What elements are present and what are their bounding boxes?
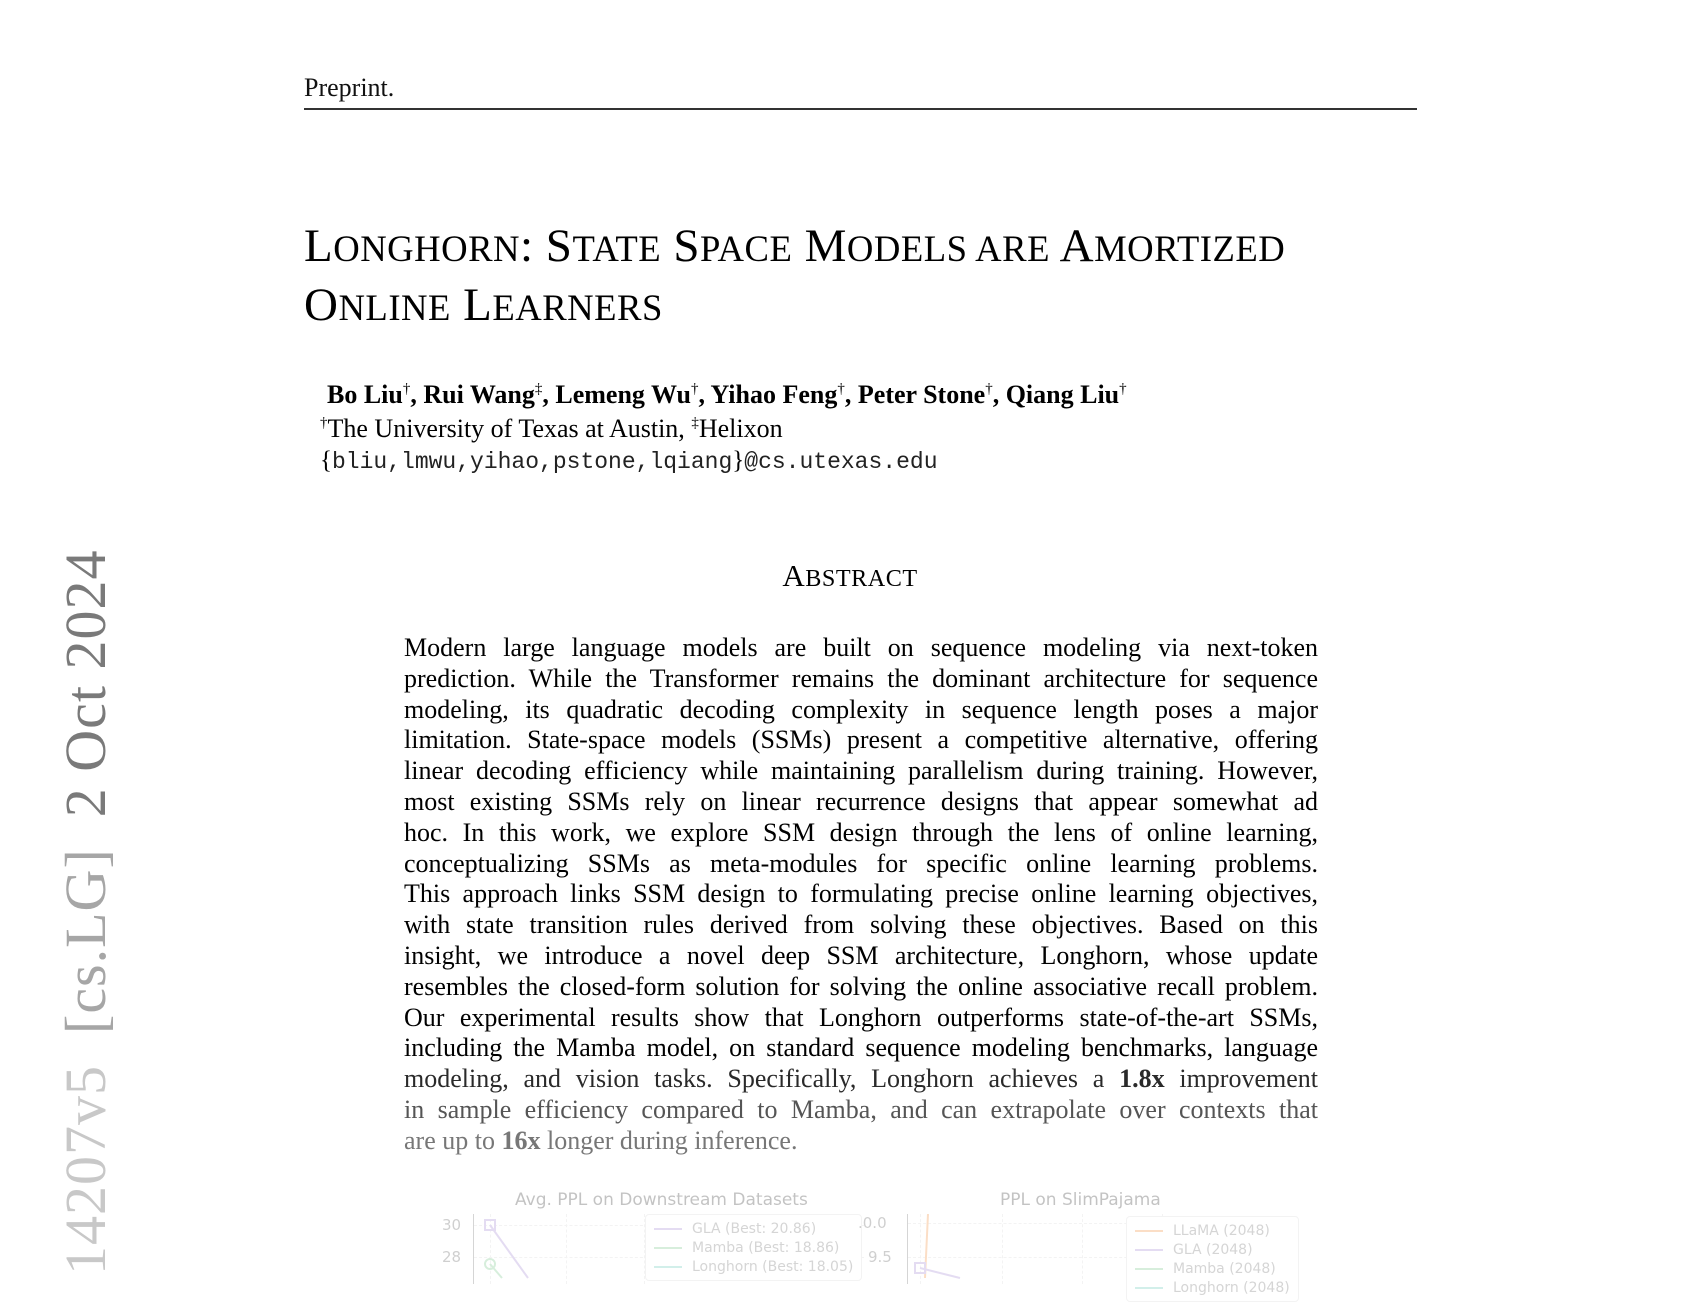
abstract-line: limitation. State-space models (SSMs) present a competitive alternative, offering — [404, 725, 1318, 755]
arxiv-date: 2 Oct 2024 — [53, 549, 118, 818]
figure-1 — [440, 1188, 1300, 1296]
abstract-line: in sample efficiency compared to Mamba, and can extrapolate over contexts that — [404, 1094, 1318, 1124]
author-name: Qiang Liu — [1005, 380, 1120, 409]
abstract-line: Our experimental results show that Longhorn outperforms state-of-the-art SSMs, — [404, 1002, 1318, 1032]
y-tick: .0.0 — [858, 1214, 887, 1232]
legend-item: Mamba (Best: 18.86) — [654, 1238, 853, 1257]
legend-item: LLaMA (2048) — [1135, 1221, 1290, 1240]
chart-title: Avg. PPL on Downstream Datasets — [515, 1190, 808, 1210]
chart-legend — [1126, 1216, 1299, 1302]
abstract-line: insight, we introduce a novel deep SSM architecture, Longhorn, whose update — [404, 940, 1318, 970]
abstract-line: most existing SSMs rely on linear recurrence designs that appear somewhat ad — [404, 786, 1318, 816]
arxiv-id: 14207v5 — [53, 1065, 118, 1275]
highlight-16x: 16x — [501, 1125, 541, 1155]
y-tick: 30 — [442, 1216, 462, 1234]
paper-title — [304, 218, 1424, 336]
abstract-line: are up to 16x longer during inference. — [404, 1125, 798, 1155]
abstract-line: hoc. In this work, we explore SSM design through the lens of online learning, — [404, 817, 1318, 847]
legend-item: Mamba (2048) — [1135, 1259, 1290, 1278]
running-header: Preprint. — [304, 73, 395, 102]
chart-title: PPL on SlimPajama — [1000, 1190, 1161, 1210]
abstract-line: linear decoding efficiency while maintaining parallelism during training. However, — [404, 756, 1318, 786]
highlight-1-8x: 1.8x — [1119, 1064, 1165, 1094]
y-tick: 28 — [442, 1248, 462, 1266]
legend-item: GLA (2048) — [1135, 1240, 1290, 1259]
legend-item: GLA (Best: 20.86) — [654, 1219, 853, 1238]
affiliations: †The University of Texas at Austin, ‡Helixon — [320, 414, 783, 443]
author-emails: {bliu,lmwu,yihao,pstone,lqiang}@cs.utexas.edu — [320, 447, 938, 475]
abstract-heading: ABSTRACT — [782, 558, 918, 593]
abstract-line: prediction. While the Transformer remains the dominant architecture for sequence — [404, 663, 1318, 693]
abstract-line: modeling, its quadratic decoding complexity in sequence length poses a major — [404, 694, 1318, 724]
abstract-line: including the Mamba model, on standard sequence modeling benchmarks, language — [404, 1033, 1318, 1063]
legend-item: Longhorn (Best: 18.05) — [654, 1257, 853, 1276]
title-line-1: LONGHORN: STATE SPACE MODELS ARE AMORTIZED — [304, 220, 1286, 272]
author-name: Lemeng Wu — [555, 380, 691, 409]
abstract-line: Modern large language models are built on sequence modeling via next-token — [404, 633, 1318, 662]
author-name: Rui Wang — [423, 380, 535, 409]
y-tick: 9.5 — [868, 1248, 892, 1266]
star-marker-icon — [1135, 1230, 1163, 1232]
abstract-line: This approach links SSM design to formulating precise online learning objectives, — [404, 879, 1318, 909]
legend-item: Longhorn (2048) — [1135, 1278, 1290, 1297]
title-line-2: ONLINE LEARNERS — [304, 279, 663, 331]
author-name: Peter Stone — [857, 380, 986, 409]
author-name: Bo Liu — [327, 380, 403, 409]
author-list: Bo Liu†, Rui Wang‡, Lemeng Wu†, Yihao Feng†, Peter Stone†, Qiang Liu† — [327, 380, 1127, 409]
triangle-marker-icon — [1135, 1287, 1163, 1289]
abstract-line: modeling, and vision tasks. Specifically, Longhorn achieves a 1.8x improvement — [404, 1064, 1318, 1094]
abstract-body — [404, 633, 1318, 1157]
abstract-line: resembles the closed-form solution for solving the online associative recall problem. — [404, 971, 1318, 1001]
author-name: Yihao Feng — [710, 380, 838, 409]
abstract-line: conceptualizing SSMs as meta-modules for specific online learning problems. — [404, 848, 1318, 878]
header-rule — [304, 108, 1417, 110]
arxiv-category: [cs.LG] — [53, 848, 118, 1034]
circle-marker-icon — [1135, 1268, 1163, 1270]
arxiv-stamp — [52, 549, 119, 1275]
abstract-line: with state transition rules derived from solving these objectives. Based on this — [404, 910, 1318, 940]
square-marker-icon — [1135, 1249, 1163, 1251]
